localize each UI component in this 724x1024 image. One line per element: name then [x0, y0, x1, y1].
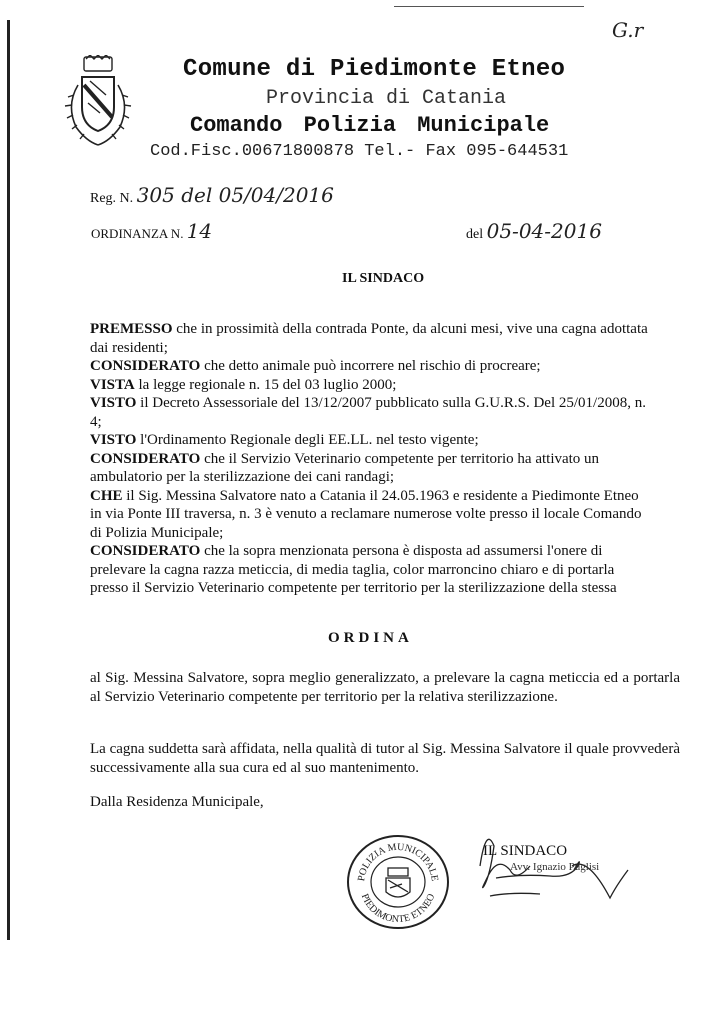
- premise-keyword: VISTA: [90, 376, 135, 393]
- handwritten-initials: G.r: [612, 18, 644, 42]
- stamp-top-text: POLIZIA MUNICIPALE: [356, 841, 440, 883]
- premise-text: che detto animale può incorrere nel rischio di procreare;: [200, 358, 541, 374]
- premises-block: [90, 320, 650, 598]
- ordinanza-label: ORDINANZA N.: [91, 226, 184, 241]
- premise-item: [90, 487, 650, 543]
- ordina-heading: ORDINA: [328, 630, 413, 646]
- custody-paragraph: La cagna suddetta sarà affidata, nella qualità di tutor al Sig. Messina Salvatore il quale provvederà successivamente alla sua cura ed al suo mantenimento.: [90, 741, 680, 776]
- premise-item: [90, 357, 650, 376]
- date-line: [466, 219, 602, 243]
- premise-keyword: CONSIDERATO: [90, 450, 201, 467]
- premise-item: [90, 542, 650, 598]
- date-label: del: [466, 227, 484, 242]
- premise-text: il Decreto Assessoriale del 13/12/2007 pubblicato sulla G.U.R.S. Del 25/01/2008, n. 4;: [90, 395, 646, 430]
- reg-value: 305 del 05/04/2016: [136, 183, 334, 207]
- ordinanza-number: 14: [186, 219, 213, 243]
- premise-keyword: PREMESSO: [90, 321, 173, 337]
- premise-text: che in prossimità della contrada Ponte, da alcuni mesi, vive una cagna adottata dai residenti;: [90, 321, 648, 356]
- premise-keyword: CONSIDERATO: [90, 358, 201, 374]
- coat-of-arms-icon: [60, 55, 136, 155]
- header-comune: Comune di Piedimonte Etneo: [183, 56, 566, 83]
- reg-line: [90, 183, 334, 207]
- top-rule: [394, 6, 584, 7]
- header-codfisc: Cod.Fisc.00671800878 Tel.- Fax 095-644531: [150, 142, 569, 161]
- premise-text: che il Servizio Veterinario competente per territorio ha attivato un ambulatorio per la sterilizzazione dei cani randagi;: [90, 450, 600, 485]
- scan-edge-bar: [7, 20, 10, 940]
- premise-keyword: VISTO: [90, 395, 137, 411]
- premise-keyword: CONSIDERATO: [90, 543, 201, 559]
- premise-item: [90, 450, 650, 487]
- premise-keyword: CHE: [90, 487, 123, 504]
- premise-keyword: VISTO: [90, 432, 137, 448]
- order-paragraph: al Sig. Messina Salvatore, sopra meglio generalizzato, a prelevare la cagna meticcia ed a portarla al Servizio Veterinario competente per territorio per la relativa sterilizzazione.: [90, 670, 680, 705]
- stamp-bottom-text: PIEDIMONTE ETNEO: [358, 892, 438, 926]
- premise-item: [90, 394, 650, 431]
- premise-text: il Sig. Messina Salvatore nato a Catania il 24.05.1963 e residente a Piedimonte Etneo in via Ponte III traversa, n. 3 è venuto a reclamare numerose volte presso il locale Comando di Polizia Municipale;: [90, 487, 642, 541]
- signature-name: Avv. Ignazio Puglisi: [510, 861, 600, 873]
- premise-text: l'Ordinamento Regionale degli EE.LL. nel testo vigente;: [136, 432, 479, 448]
- closing-line: Dalla Residenza Municipale,: [90, 794, 264, 810]
- premise-item: [90, 320, 650, 357]
- header-provincia: Provincia di Catania: [266, 87, 507, 110]
- premise-text: che la sopra menzionata persona è disposta ad assumersi l'onere di prelevare la cagna razza meticcia, di media taglia, color marroncino chiaro e di portarla presso il Servizio Veterinario competente per territorio per la sterilizzazione della stessa: [90, 543, 617, 596]
- premise-item: [90, 431, 650, 450]
- header-comando: Comando Polizia Municipale: [190, 113, 550, 138]
- signature-title: IL SINDACO: [483, 843, 568, 859]
- premise-item: [90, 376, 650, 395]
- document-title: IL SINDACO: [342, 271, 425, 286]
- ordinanza-line: [91, 219, 212, 243]
- reg-label: Reg. N.: [90, 191, 134, 206]
- official-stamp-icon: [344, 832, 452, 932]
- premise-text: la legge regionale n. 15 del 03 luglio 2000;: [134, 376, 397, 393]
- date-value: 05-04-2016: [486, 219, 602, 243]
